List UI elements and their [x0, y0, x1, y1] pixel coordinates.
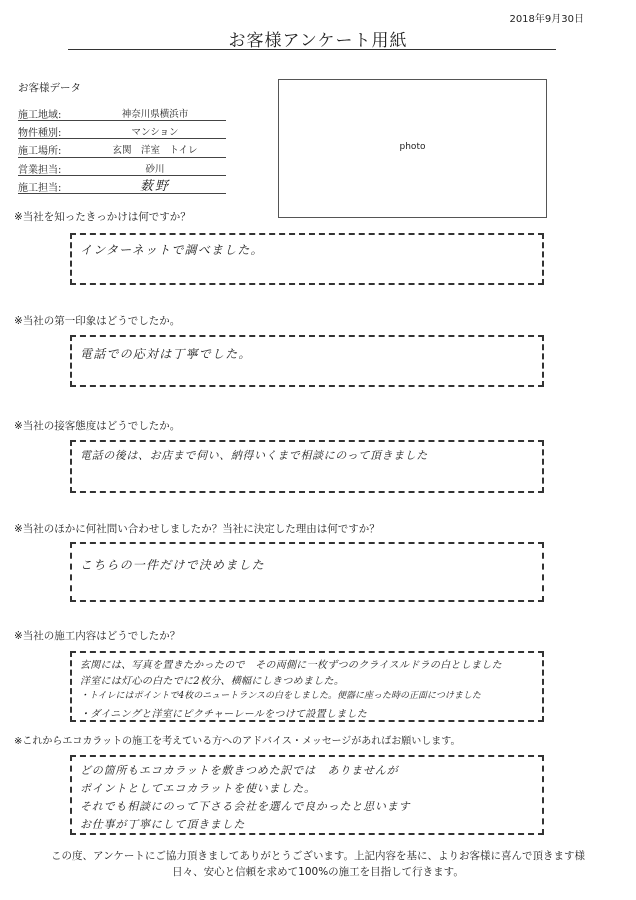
- info-label: 施工担当:: [18, 182, 62, 194]
- answer-line: 洋室には灯心の白たでに2枚分、横幅にしきつめました。: [80, 676, 345, 687]
- answer-line: ・トイレにはポイントで4枚のニュートランスの白をしました。便器に座った時の正面につけました: [80, 691, 481, 701]
- answer-line: どの箇所もエコカラットを敷きつめた訳では ありませんが: [80, 764, 399, 777]
- info-label: 施工地域:: [18, 110, 62, 121]
- customer-data-table: [18, 103, 226, 194]
- info-value: 玄関 洋室 トイレ: [112, 145, 198, 157]
- info-row-location: [18, 139, 226, 157]
- photo-placeholder: [278, 79, 547, 218]
- answer-line: お仕事が丁寧にして頂きました: [80, 818, 246, 831]
- answer-line: 電話の後は、お店まで伺い、納得いくまで相談にのって頂きました: [80, 449, 428, 462]
- info-value-handwritten: 薮野: [139, 178, 170, 194]
- info-row-area: [18, 103, 226, 121]
- answer-line: こちらの一件だけで決めました: [80, 558, 265, 572]
- answer-box-advice-message: [70, 755, 544, 835]
- info-row-sales-staff: [18, 158, 226, 176]
- question-other-companies: ※当社のほかに何社問い合わせしましたか？当社に決定した理由は何ですか？: [14, 523, 380, 535]
- answer-box-construction-content: [70, 651, 544, 722]
- customer-data-heading: お客様データ: [18, 82, 81, 94]
- info-value: 神奈川県横浜市: [121, 109, 189, 120]
- question-advice-message: ※これからエコカラットの施工を考えている方へのアドバイス・メッセージがあればお願いします。: [14, 736, 461, 747]
- question-service-attitude: ※当社の接客態度はどうでしたか。: [14, 420, 181, 432]
- question-how-found: ※当社を知ったきっかけは何ですか？: [14, 211, 191, 223]
- photo-label: photo: [399, 142, 426, 152]
- info-row-construction-staff: [18, 176, 226, 194]
- info-label: 物件種別:: [18, 128, 62, 140]
- answer-box-first-impression: [70, 335, 544, 387]
- footer-line-1: この度、アンケートにご協力頂きましてありがとうございます。上記内容を基に、よりお客様に喜んで頂きます様: [50, 850, 586, 862]
- answer-line: インターネットで調べました。: [80, 243, 264, 257]
- info-label: 営業担当:: [18, 164, 62, 176]
- answer-line: それでも相談にのって下さる会社を選んで良かったと思います: [80, 800, 411, 813]
- answer-line: 電話での応対は丁寧でした。: [80, 347, 252, 361]
- info-row-property-type: [18, 121, 226, 139]
- info-value: マンション: [131, 127, 179, 139]
- answer-line: ポイントとしてエコカラットを使いました。: [80, 782, 316, 795]
- title-underline: [68, 49, 556, 50]
- answer-line: ・ダイニングと洋室にピクチャーレールをつけて設置しました: [80, 709, 368, 720]
- info-value: 砂川: [145, 163, 165, 175]
- page-title: お客様アンケート用紙: [228, 31, 408, 51]
- answer-box-service-attitude: [70, 440, 544, 493]
- answer-box-how-found: [70, 233, 544, 285]
- answer-line: 玄関には、写真を置きたかったので その両側に一枚ずつのクライスルドラの白としました: [80, 660, 502, 671]
- answer-box-other-companies: [70, 542, 544, 602]
- footer-line-2: 日々、安心と信頼を求めて100%の施工を目指して行きます。: [172, 866, 464, 878]
- question-first-impression: ※当社の第一印象はどうでしたか。: [14, 315, 181, 327]
- footer-message: [0, 848, 636, 880]
- survey-date: 2018年9月30日: [509, 14, 584, 25]
- question-construction-content: ※当社の施工内容はどうでしたか？: [14, 630, 181, 642]
- info-label: 施工場所:: [18, 146, 62, 158]
